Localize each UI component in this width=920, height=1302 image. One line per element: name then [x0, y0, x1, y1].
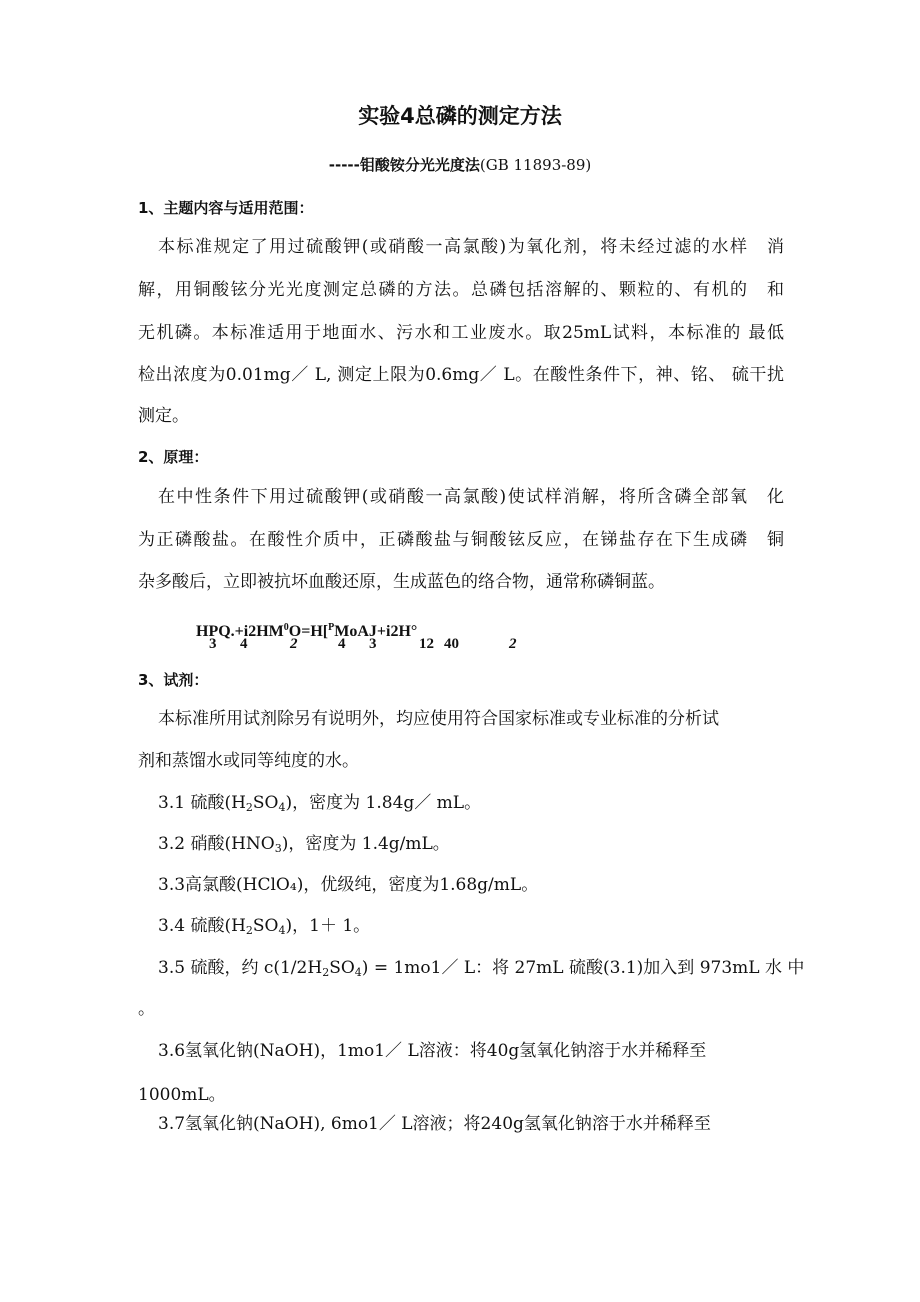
section-3-line-1: 本标准所用试剂除另有说明外，均应使用符合国家标准或专业标准的分析试 — [158, 709, 719, 729]
section-2-line-2: 为正磷酸盐。在酸性介质中，正磷酸盐与铜酸铉反应，在锑盐存在下生成磷 铜 — [138, 530, 784, 550]
section-1-line-2: 解，用铜酸铉分光光度测定总磷的方法。总磷包括溶解的、颗粒的、有机的 和 — [138, 280, 784, 300]
reagent-3-6-end: 1000mL。 — [138, 1085, 226, 1105]
equation-subscript: 12 — [419, 636, 434, 652]
reagent-3-5-end: 。 — [138, 999, 155, 1019]
reagent-3-7: 3.7氢氧化钠(NaOH), 6mo1／ L溶液；将240g氢氧化钠溶于水并稀释至 — [158, 1114, 711, 1134]
reagent-subscript: 3 — [274, 842, 282, 855]
reagent-text: ) = 1mo1／ L：将 27mL 硫酸(3.1)加入到 973mL 水 中 — [361, 958, 805, 978]
equation-subscript: 3 — [209, 636, 217, 652]
subtitle-standard: (GB 11893-89) — [479, 156, 592, 174]
reagent-text: 3.5 硫酸，约 c(1/2H — [158, 958, 323, 978]
reagent-3-5 — [158, 957, 805, 984]
reagent-text: 3.4 硫酸(H — [158, 916, 246, 936]
equation-subscript: 2 — [290, 636, 298, 652]
section-1-line-3: 无机磷。本标准适用于地面水、污水和工业废水。取25mL试料，本标准的 最低 — [138, 323, 784, 343]
reagent-3-6: 3.6氢氧化钠(NaOH)，1mo1／ L溶液：将40g氢氧化钠溶于水并稀释至 — [158, 1041, 707, 1061]
section-2-line-1: 在中性条件下用过硫酸钾(或硝酸一高氯酸)使试样消解，将所含磷全部氧 化 — [158, 487, 784, 507]
reagent-subscript: 4 — [278, 801, 286, 814]
reagent-subscript: 2 — [245, 924, 253, 937]
section-3-line-2: 剂和蒸馏水或同等纯度的水。 — [138, 751, 359, 771]
reagent-3-2 — [158, 833, 450, 860]
equation-subscript: 2 — [509, 636, 517, 652]
reagent-3-1 — [158, 792, 481, 819]
page-title: 实验4总磷的测定方法 — [358, 104, 562, 128]
reagent-subscript: 2 — [322, 966, 330, 979]
section-3-heading: 3、试剂： — [138, 671, 209, 689]
reagent-text: )，1＋ 1。 — [285, 916, 371, 936]
equation-sup-2: P — [328, 622, 335, 633]
reagent-text: )，密度为 1.4g/mL。 — [281, 834, 450, 854]
section-2-line-3: 杂多酸后，立即被抗坏血酸还原，生成蓝色的络合物，通常称磷铜蓝。 — [138, 572, 665, 592]
section-1-line-1: 本标准规定了用过硫酸钾(或硝酸一高氯酸)为氧化剂，将未经过滤的水样 消 — [158, 237, 784, 257]
section-1-line-5: 测定。 — [138, 406, 189, 426]
subtitle-method: -----钼酸铵分光光度法 — [328, 156, 480, 174]
reagent-subscript: 2 — [245, 801, 253, 814]
equation-part-2: O=H[ — [288, 623, 329, 640]
reagent-text: 3.2 硝酸(HNO — [158, 834, 275, 854]
reagent-3-3: 3.3高氯酸(HClO₄)，优级纯，密度为1.68g/mL。 — [158, 875, 539, 895]
reagent-text: SO — [252, 916, 279, 936]
equation-subscript: 4 — [240, 636, 248, 652]
equation-subscript: 4 — [338, 636, 346, 652]
reagent-text: )，密度为 1.84g／ mL。 — [285, 793, 482, 813]
equation-subscript: 40 — [444, 636, 459, 652]
reagent-3-4 — [158, 915, 370, 942]
section-2-heading: 2、原理： — [138, 448, 209, 466]
equation-part-3: MoAJ+i2H° — [334, 623, 418, 640]
section-1-line-4: 检出浓度为0.01mg／ L, 测定上限为0.6mg／ L。在酸性条件下，神、铭、 硫干扰 — [138, 365, 784, 385]
reagent-subscript: 4 — [278, 924, 286, 937]
reagent-text: 3.1 硫酸(H — [158, 793, 246, 813]
reagent-text: SO — [252, 793, 279, 813]
reagent-subscript: 4 — [354, 966, 362, 979]
reagent-text: SO — [329, 958, 355, 978]
reaction-equation — [196, 619, 417, 641]
page-subtitle — [0, 155, 920, 175]
equation-subscript: 3 — [369, 636, 377, 652]
equation-sup-1: 0 — [283, 622, 289, 633]
section-1-heading: 1、主题内容与适用范围： — [138, 199, 314, 217]
equation-part-1: HPQ.+i2HM — [196, 623, 284, 640]
